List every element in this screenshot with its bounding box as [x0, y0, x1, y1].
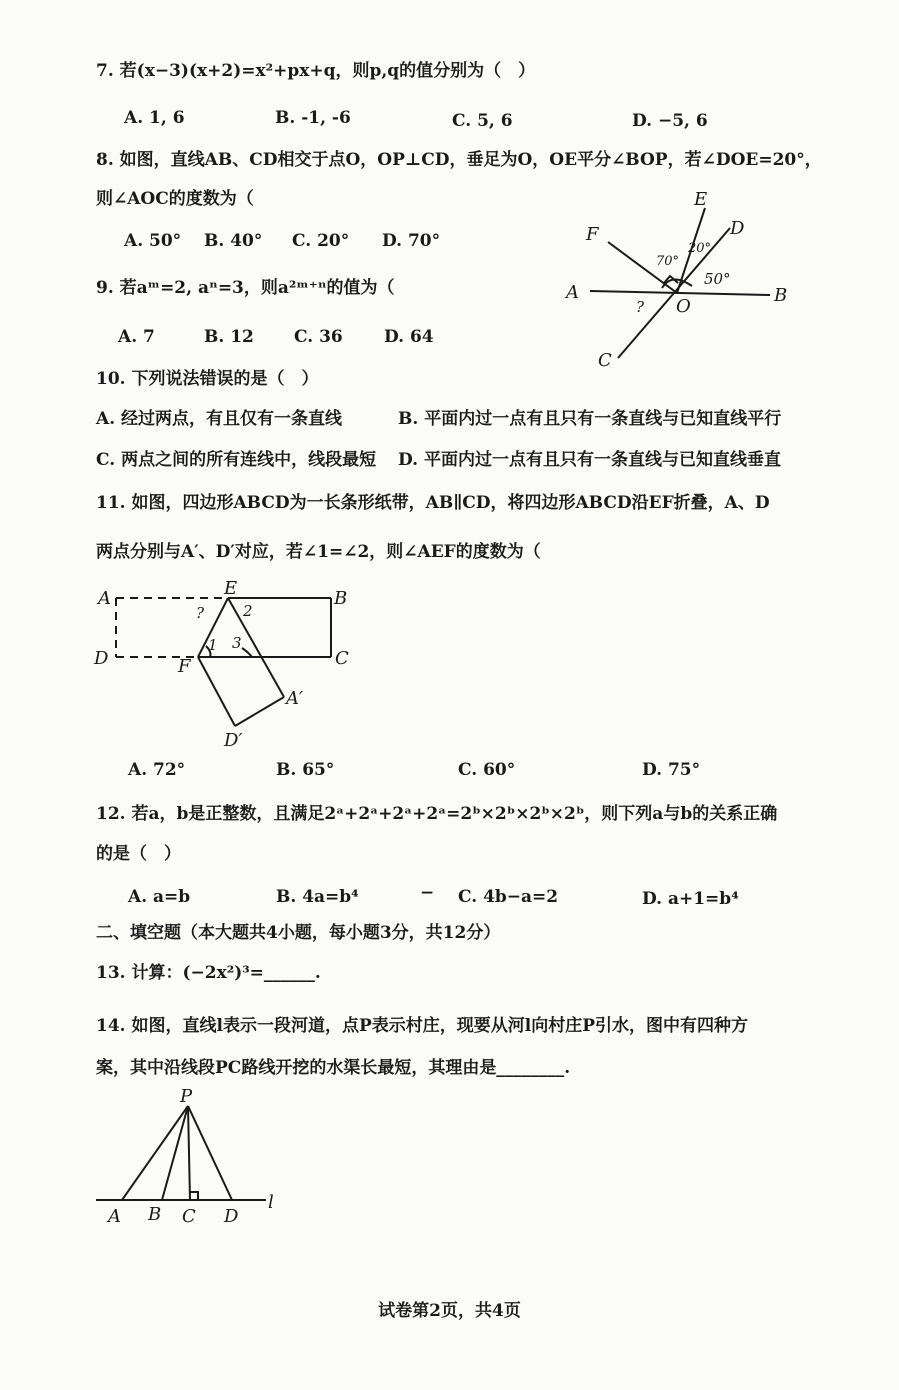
label-d: D — [224, 1206, 239, 1227]
segment-pb — [162, 1106, 188, 1200]
label-c: C — [598, 350, 612, 371]
q7-option-a: A. 1, 6 — [124, 108, 185, 128]
label-b: B — [774, 285, 788, 306]
q9-option-b: B. 12 — [204, 327, 254, 347]
q7-option-b: B. -1, -6 — [275, 108, 351, 128]
angle-70: 70° — [656, 254, 680, 269]
q11-stem-line2: 两点分别与A′、D′对应，若∠1=∠2，则∠AEF的度数为（ — [96, 542, 541, 562]
q12-stray-mark: − — [420, 883, 435, 903]
label-a: A — [566, 282, 579, 303]
q10-option-c: C. 两点之间的所有连线中，线段最短 — [96, 450, 377, 470]
q14-figure — [90, 1080, 290, 1230]
segment-pc — [188, 1106, 190, 1200]
q8-option-a: A. 50° — [124, 231, 182, 251]
label-b: B — [334, 588, 348, 609]
q12-option-c: C. 4b−a=2 — [458, 887, 559, 907]
q9-option-a: A. 7 — [118, 327, 155, 347]
q10-option-d: D. 平面内过一点有且只有一条直线与已知直线垂直 — [398, 450, 781, 470]
angle-label-unknown: ? — [196, 604, 205, 622]
label-p: P — [180, 1086, 193, 1107]
q9-option-d: D. 64 — [384, 327, 434, 347]
q7-stem: 7. 若(x−3)(x+2)=x²+px+q，则p,q的值分别为（ ） — [96, 61, 536, 81]
q14-stem-line2: 案，其中沿线段PC路线开挖的水渠长最短，其理由是________. — [96, 1058, 571, 1078]
angle-3-arc — [242, 648, 252, 657]
right-angle-mark — [190, 1192, 198, 1200]
angle-label-2: 2 — [243, 602, 253, 620]
segment-d-prime-a-prime — [235, 697, 284, 726]
q12-stem-line2: 的是（ ） — [96, 844, 181, 864]
q12-stem-line1: 12. 若a，b是正整数，且满足2ᵃ+2ᵃ+2ᵃ+2ᵃ=2ᵇ×2ᵇ×2ᵇ×2ᵇ，则下列a与b的关系正确 — [96, 804, 778, 824]
label-d: D — [730, 218, 745, 239]
q9-option-c: C. 36 — [294, 327, 343, 347]
q7-option-d: D. −5, 6 — [632, 111, 708, 131]
label-f: F — [586, 224, 599, 245]
angle-label-3: 3 — [232, 634, 242, 652]
label-e: E — [694, 189, 708, 210]
q8-figure — [560, 180, 800, 370]
label-d: D — [94, 648, 109, 669]
q11-option-d: D. 75° — [642, 760, 701, 780]
q8-option-b: B. 40° — [204, 231, 263, 251]
label-b: B — [148, 1204, 162, 1225]
q10-option-b: B. 平面内过一点有且只有一条直线与已知直线平行 — [398, 409, 782, 429]
q8-option-d: D. 70° — [382, 231, 441, 251]
q10-stem: 10. 下列说法错误的是（ ） — [96, 369, 319, 389]
q11-figure — [90, 580, 370, 750]
label-d-prime: D′ — [224, 730, 243, 751]
label-c: C — [182, 1206, 196, 1227]
label-a: A — [108, 1206, 121, 1227]
segment-pd — [188, 1106, 232, 1200]
q8-stem-line1: 8. 如图，直线AB、CD相交于点O，OP⊥CD，垂足为O，OE平分∠BOP，若∠DOE=20°， — [96, 150, 822, 170]
q11-option-b: B. 65° — [276, 760, 335, 780]
q12-option-a: A. a=b — [128, 887, 191, 907]
q12-option-b: B. 4a=b⁴ — [276, 887, 359, 907]
q12-option-d: D. a+1=b⁴ — [642, 889, 739, 909]
q9-stem: 9. 若aᵐ=2, aⁿ=3，则a²ᵐ⁺ⁿ的值为（ — [96, 278, 395, 298]
page-footer: 试卷第2页，共4页 — [378, 1301, 521, 1321]
label-o: O — [676, 296, 691, 317]
angle-50: 50° — [704, 270, 731, 288]
segment-fd-prime — [198, 657, 235, 726]
q14-stem-line1: 14. 如图，直线l表示一段河道，点P表示村庄，现要从河l向村庄P引水，图中有四种方 — [96, 1016, 748, 1036]
angle-20: 20° — [688, 241, 712, 256]
q8-stem-line2: 则∠AOC的度数为（ — [96, 189, 254, 209]
label-f: F — [178, 656, 191, 677]
q13-stem: 13. 计算：(−2x²)³=______. — [96, 963, 321, 983]
q8-option-c: C. 20° — [292, 231, 350, 251]
q11-stem-line1: 11. 如图，四边形ABCD为一长条形纸带，AB∥CD，将四边形ABCD沿EF折叠，A、D — [96, 493, 770, 513]
q10-option-a: A. 经过两点，有且仅有一条直线 — [96, 409, 343, 429]
label-c: C — [335, 648, 349, 669]
label-a-prime: A′ — [286, 688, 304, 709]
q11-option-a: A. 72° — [128, 760, 186, 780]
line-ab — [590, 291, 770, 295]
q11-option-c: C. 60° — [458, 760, 516, 780]
label-e: E — [224, 578, 238, 599]
label-l: l — [268, 1192, 274, 1213]
angle-label-1: 1 — [208, 636, 218, 654]
angle-unknown: ? — [636, 298, 645, 316]
q7-option-c: C. 5, 6 — [452, 111, 513, 131]
section-2-title: 二、填空题（本大题共4小题，每小题3分，共12分） — [96, 923, 501, 943]
segment-pa — [122, 1106, 188, 1200]
label-a: A — [98, 588, 111, 609]
